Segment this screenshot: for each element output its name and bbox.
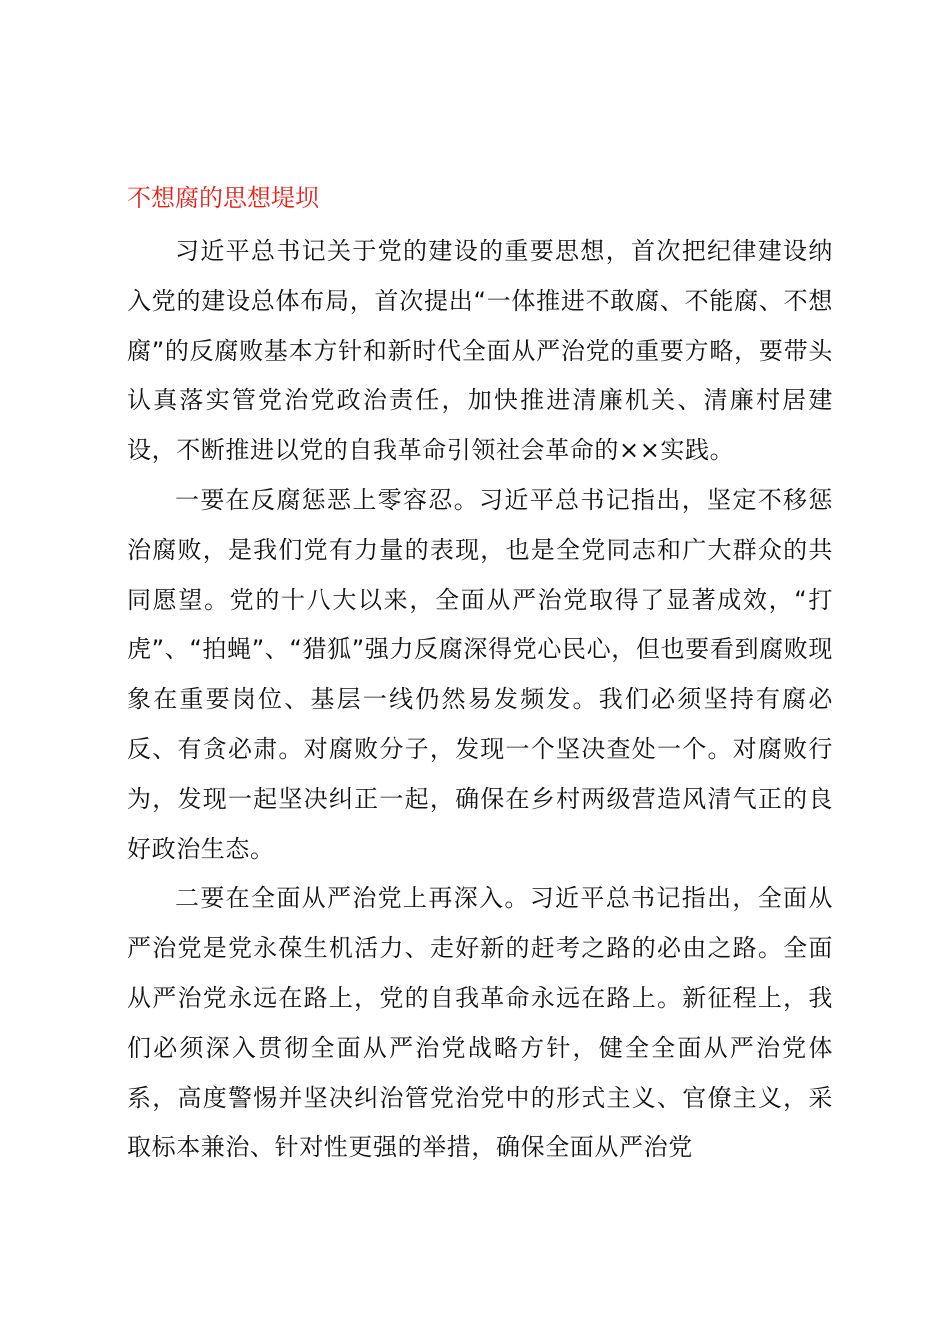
paragraph-point-two: 二要在全面从严治党上再深入。习近平总书记指出，全面从严治党是党永葆生机活力、走好新的赶考之路的必由之路。全面从严治党永远在路上，党的自我革命永远在路上。新征程上，我们必须深入贯彻全面从严治党战略方针，健全全面从严治党体系，高度警惕并坚决纠治管党治党中的形式主义、官僚主义，采取标本兼治、针对性更强的举措，确保全面从严治党 [127, 884, 833, 1162]
paragraph-intro: 习近平总书记关于党的建设的重要思想，首次把纪律建设纳入党的建设总体布局，首次提出“一体推进不敢腐、不能腐、不想腐”的反腐败基本方针和新时代全面从严治党的重要方略，要带头认真落实管党治党政治责任，加快推进清廉机关、清廉村居建设，不断推进以党的自我革命引领社会革命的××实践。 [127, 237, 833, 465]
paragraph-point-one: 一要在反腐惩恶上零容忍。习近平总书记指出，坚定不移惩治腐败，是我们党有力量的表现，也是全党同志和广大群众的共同愿望。党的十八大以来，全面从严治党取得了显著成效，“打虎”、“拍蝇”、“猎狐”强力反腐深得党心民心，但也要看到腐败现象在重要岗位、基层一线仍然易发频发。我们必须坚持有腐必反、有贪必肃。对腐败分子，发现一个坚决查处一个。对腐败行为，发现一起坚决纠正一起，确保在乡村两级营造风清气正的良好政治生态。 [127, 485, 833, 863]
document-body [127, 178, 833, 1173]
section-title: 不想腐的思想堤坝 [127, 184, 319, 212]
